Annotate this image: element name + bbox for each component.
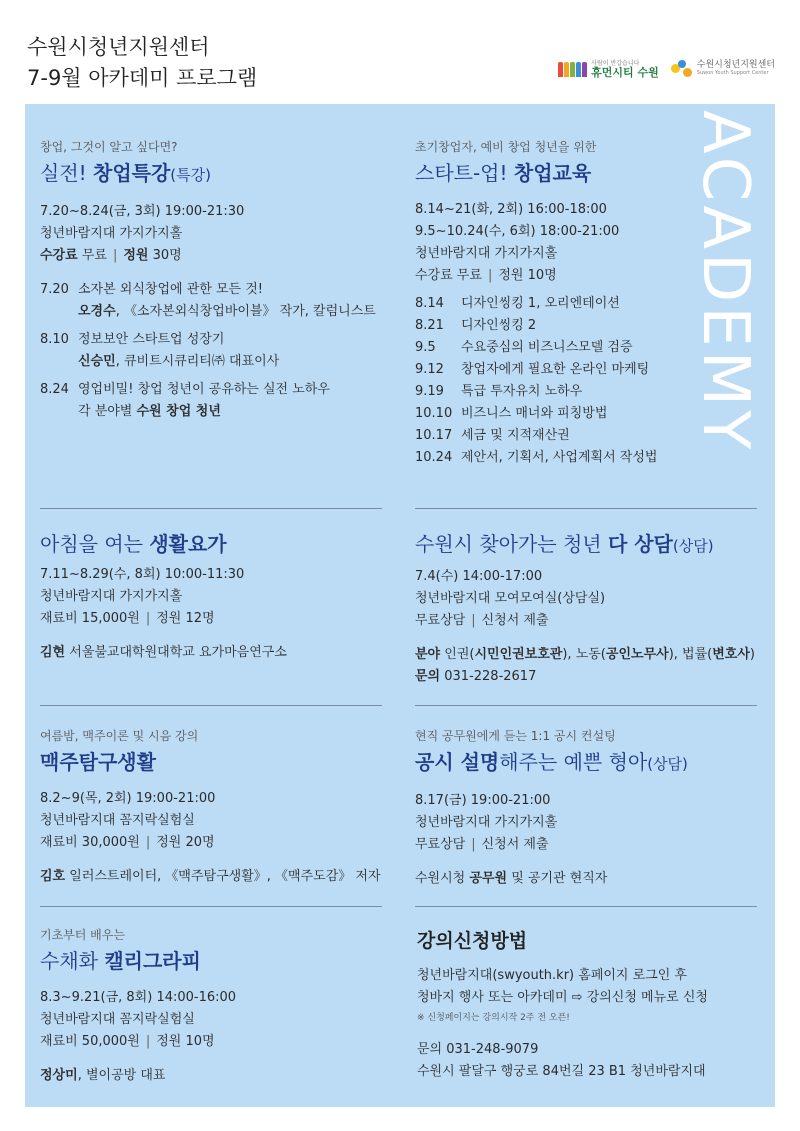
contact: 문의 031-228-2617 [415,669,537,684]
apply-step: 청바지 행사 또는 아카데미 ⇨ 강의신청 메뉴로 신청 [417,990,708,1005]
instructor: 김현 서울불교대학원대학교 요가마음연구소 [40,645,287,660]
section-beer [40,727,380,888]
divider [415,705,757,706]
section-title: 스타트-업! 창업교육 [415,161,592,185]
fee-capacity: 수강료 무료 | 정원 30명 [40,248,182,263]
humancity-figures-icon [558,62,587,77]
section-youth-counseling [415,530,755,688]
place: 청년바람지대 가지가지홀 [40,589,183,604]
divider [40,705,382,706]
section-yoga [40,530,380,664]
divider [40,508,382,509]
section-calligraphy [40,926,380,1087]
place: 청년바람지대 꼼지락실험실 [40,813,195,828]
section-startup-education [415,138,715,469]
fee-capacity: 재료비 30,000원 | 정원 20명 [40,835,215,850]
schedule: 8.17(금) 19:00-21:00 [415,793,551,808]
place: 청년바람지대 꼼지락실험실 [40,1012,195,1027]
contact: 문의 031-248-9079 [417,1042,539,1057]
divider [415,508,757,509]
place: 청년바람지대 가지가지홀 [415,246,558,261]
section-title: 수원시 찾아가는 청년 다 상담(상담) [415,532,714,556]
academy-watermark: ACADEMY [688,110,762,454]
schedule: 8.3~9.21(금, 8회) 14:00-16:00 [40,990,237,1005]
logo-group [558,60,775,78]
class-item: 10.17 세금 및 지적재산권 [415,428,570,443]
page-header [27,32,257,94]
section-subtitle: 기초부터 배우는 [40,928,125,942]
lecture-speaker: 오경수, 《소자본외식창업바이블》 작가, 칼럼니스트 [78,304,376,319]
program-panel [25,104,775,1107]
section-title: 강의신청방법 [417,930,528,952]
apply-step: 청년바람지대(swyouth.kr) 홈페이지 로그인 후 [417,968,687,983]
schedule: 7.11~8.29(수, 8회) 10:00-11:30 [40,567,245,582]
class-item: 9.19 특급 투자유치 노하우 [415,384,583,399]
schedule: 8.2~9(목, 2회) 19:00-21:00 [40,791,216,806]
class-item: 8.21 디자인씽킹 2 [415,318,537,333]
section-title: 수채화 캘리그라피 [40,949,201,973]
schedule: 7.4(수) 14:00-17:00 [415,569,543,584]
fee-apply: 무료상담 | 신청서 제출 [415,837,549,852]
fee-capacity: 수강료 무료 | 정원 10명 [415,268,557,283]
divider [415,906,757,907]
center-logo [671,60,775,78]
fee-capacity: 재료비 15,000원 | 정원 12명 [40,611,215,626]
humancity-name: 휴먼시티 수원 [591,65,659,79]
apply-note: ※ 신청페이지는 강의시작 2주 전 오픈! [417,1013,570,1023]
section-startup-lecture [40,138,380,423]
lecture-item: 8.24 영업비밀! 창업 청년이 공유하는 실전 노하우 [40,382,330,397]
section-subtitle: 현직 공무원에게 듣는 1:1 공시 컨설팅 [415,729,616,743]
section-title: 공시 설명해주는 예쁜 형아(상담) [415,750,688,774]
lecture-speaker: 신승민, 큐비트시큐리티㈜ 대표이사 [78,354,280,369]
counseling-fields: 분야 인권(시민인권보호관), 노동(공인노무사), 법률(변호사) [415,647,755,662]
section-how-to-apply [417,926,757,1083]
place: 청년바람지대 모여모여실(상담실) [415,591,606,606]
class-item: 10.10 비즈니스 매너와 피칭방법 [415,406,608,421]
section-title: 실전! 창업특강(특강) [40,161,211,185]
lecture-item: 7.20 소자본 외식창업에 관한 모든 것! [40,282,263,297]
center-name-en: Suwon Youth Support Center [696,70,769,77]
class-item: 9.12 창업자에게 필요한 온라인 마케팅 [415,362,650,377]
place: 청년바람지대 가지가지홀 [40,226,183,241]
header-line2: 7-9월 아카데미 프로그램 [27,66,258,90]
center-mark-icon [671,60,693,78]
schedule: 8.14~21(화, 2회) 16:00-18:00 [415,202,607,217]
place: 청년바람지대 가지가지홀 [415,815,558,830]
class-item: 9.5 수요중심의 비즈니스모델 검증 [415,340,633,355]
section-subtitle: 창업, 그것이 알고 싶다면? [40,140,178,154]
class-item: 10.24 제안서, 기획서, 사업계획서 작성법 [415,450,658,465]
class-item: 8.14 디자인씽킹 1, 오리엔테이션 [415,296,620,311]
section-title: 아침을 여는 생활요가 [40,532,227,556]
fee-apply: 무료상담 | 신청서 제출 [415,613,549,628]
center-name-ko: 수원시청년지원센터 [696,60,775,71]
divider [40,906,382,907]
fee-capacity: 재료비 50,000원 | 정원 10명 [40,1034,215,1049]
address: 수원시 팔달구 행궁로 84번길 23 B1 청년바람지대 [417,1064,706,1079]
instructor: 수원시청 공무원 및 공기관 현직자 [415,871,608,886]
lecture-item: 8.10 정보보안 스타트업 성장기 [40,332,225,347]
instructor: 김호 일러스트레이터, 《맥주탐구생활》, 《맥주도감》 저자 [40,869,381,884]
section-civil-exam [415,727,755,890]
schedule: 9.5~10.24(수, 6회) 18:00-21:00 [415,224,620,239]
humancity-logo [558,61,659,78]
header-line1: 수원시청년지원센터 [27,35,210,59]
lecture-speaker: 각 분야별 수원 창업 청년 [78,404,221,419]
section-subtitle: 여름밤, 맥주이론 및 시음 강의 [40,729,199,743]
humancity-slogan: 사람이 반갑습니다 [591,59,640,67]
schedule: 7.20~8.24(금, 3회) 19:00-21:30 [40,204,245,219]
section-title: 맥주탐구생활 [40,750,156,774]
section-subtitle: 초기창업자, 예비 창업 청년을 위한 [415,140,597,154]
instructor: 정상미, 별이공방 대표 [40,1068,166,1083]
